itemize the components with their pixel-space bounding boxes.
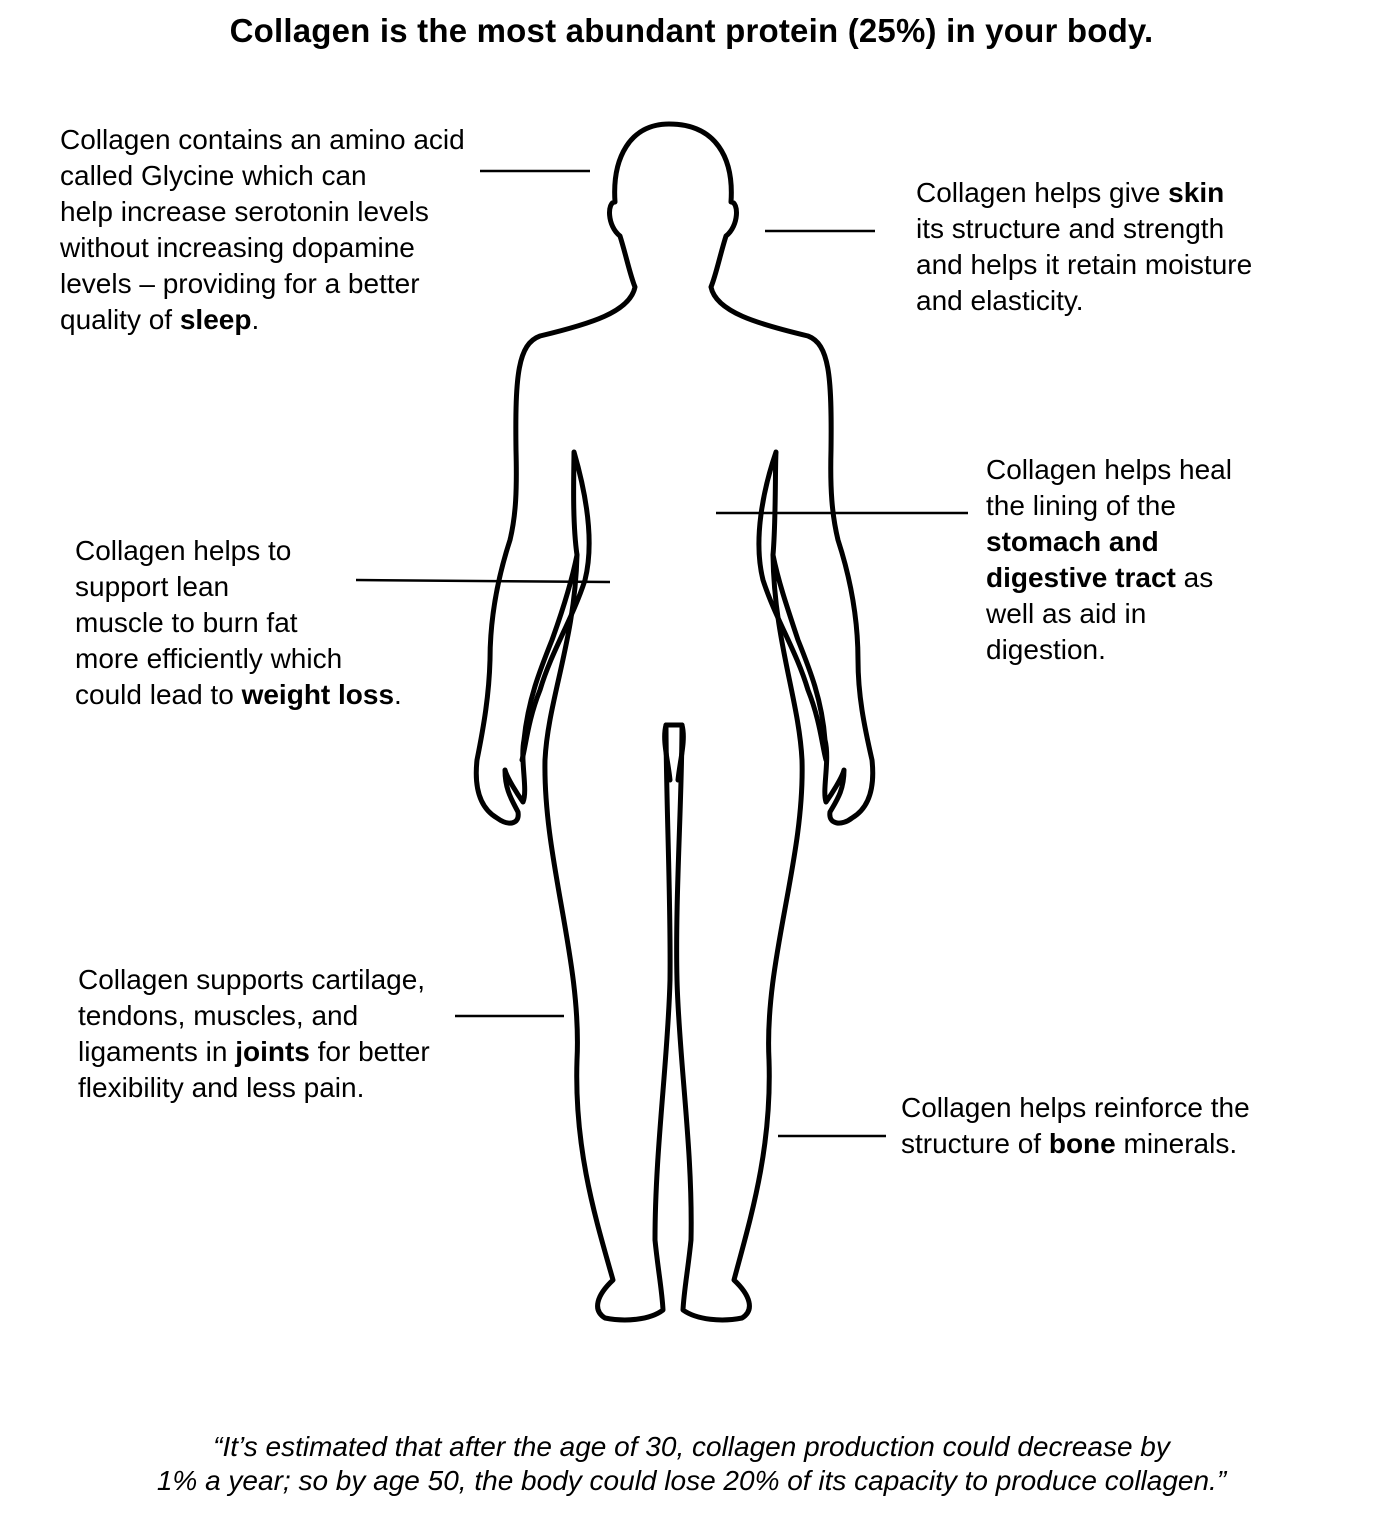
callout-digestion-bold: digestive tract <box>986 562 1176 593</box>
callout-bone-keyword: bone <box>1048 1128 1116 1159</box>
callout-digestion-line: the lining of the <box>986 490 1176 521</box>
callout-sleep-text: . <box>251 304 260 335</box>
page-title: Collagen is the most abundant protein (25%) in your body. <box>229 12 1154 49</box>
callout-weight-line: muscle to burn fat <box>75 607 298 638</box>
callout-skin-keyword: skin <box>1168 177 1225 208</box>
callout-sleep-line: help increase serotonin levels <box>60 196 429 227</box>
callout-joints-line: tendons, muscles, and <box>78 1000 359 1031</box>
callout-sleep-line: Collagen contains an amino acid <box>60 124 465 155</box>
callout-joints-text: ligaments in <box>78 1036 236 1067</box>
callout-sleep-line: called Glycine which can <box>60 160 367 191</box>
callout-weight-line: Collagen helps to <box>75 535 292 566</box>
callout-bone-line: Collagen helps reinforce the <box>901 1092 1250 1123</box>
callout-bone <box>901 1090 1250 1162</box>
footer-quote <box>0 1430 1383 1498</box>
callout-bone-text: structure of <box>901 1128 1049 1159</box>
callout-weight-text: . <box>394 679 402 710</box>
left-inner-arm-line <box>522 452 589 760</box>
callout-digestion <box>986 452 1232 668</box>
callout-skin-line: and elasticity. <box>916 285 1084 316</box>
callout-skin-line: its structure and strength <box>916 213 1225 244</box>
callout-weight-text: could lead to <box>75 679 242 710</box>
callout-digestion-text: as <box>1175 562 1214 593</box>
footer-quote-line: 1% a year; so by age 50, the body could lose 20% of its capacity to produce collagen.” <box>156 1465 1227 1496</box>
callout-joints-keyword: joints <box>235 1036 310 1067</box>
callout-skin-first-line <box>916 175 1252 211</box>
callout-joints-keyword-line <box>78 1034 430 1070</box>
callout-digestion-line: well as aid in <box>986 598 1147 629</box>
callout-weight-last-line <box>75 677 402 713</box>
callout-weight-line: more efficiently which <box>75 643 343 674</box>
callout-joints-text: for better <box>309 1036 430 1067</box>
footer-quote-line: “It’s estimated that after the age of 30, collagen production could decrease by <box>213 1431 1170 1462</box>
callout-joints <box>78 962 430 1106</box>
callout-weight-line: support lean <box>75 571 230 602</box>
callout-bone-keyword-line <box>901 1126 1250 1162</box>
callout-weight-keyword: weight loss <box>241 679 395 710</box>
callout-joints-line: Collagen supports cartilage, <box>78 964 426 995</box>
callout-sleep-text: quality of <box>60 304 180 335</box>
callout-digestion-line: digestion. <box>986 634 1106 665</box>
callout-sleep <box>60 122 465 338</box>
callout-skin-text: Collagen helps give <box>916 177 1169 208</box>
callout-sleep-line: levels – providing for a better <box>60 268 420 299</box>
callout-weight-loss <box>75 533 402 713</box>
callout-skin-line: and helps it retain moisture <box>916 249 1253 280</box>
callout-bone-text: minerals. <box>1115 1128 1238 1159</box>
callout-sleep-line: without increasing dopamine <box>60 232 415 263</box>
callout-joints-line: flexibility and less pain. <box>78 1072 365 1103</box>
body-silhouette <box>476 124 872 1320</box>
callout-digestion-keyword <box>986 524 1232 560</box>
callout-digestion-line: Collagen helps heal <box>986 454 1232 485</box>
callout-sleep-last-line <box>60 302 465 338</box>
callout-skin <box>916 175 1252 319</box>
callout-digestion-bold: stomach and <box>986 526 1159 557</box>
callout-sleep-keyword: sleep <box>179 304 252 335</box>
right-inner-arm-line <box>759 452 826 760</box>
callout-digestion-keyword-line <box>986 560 1232 596</box>
